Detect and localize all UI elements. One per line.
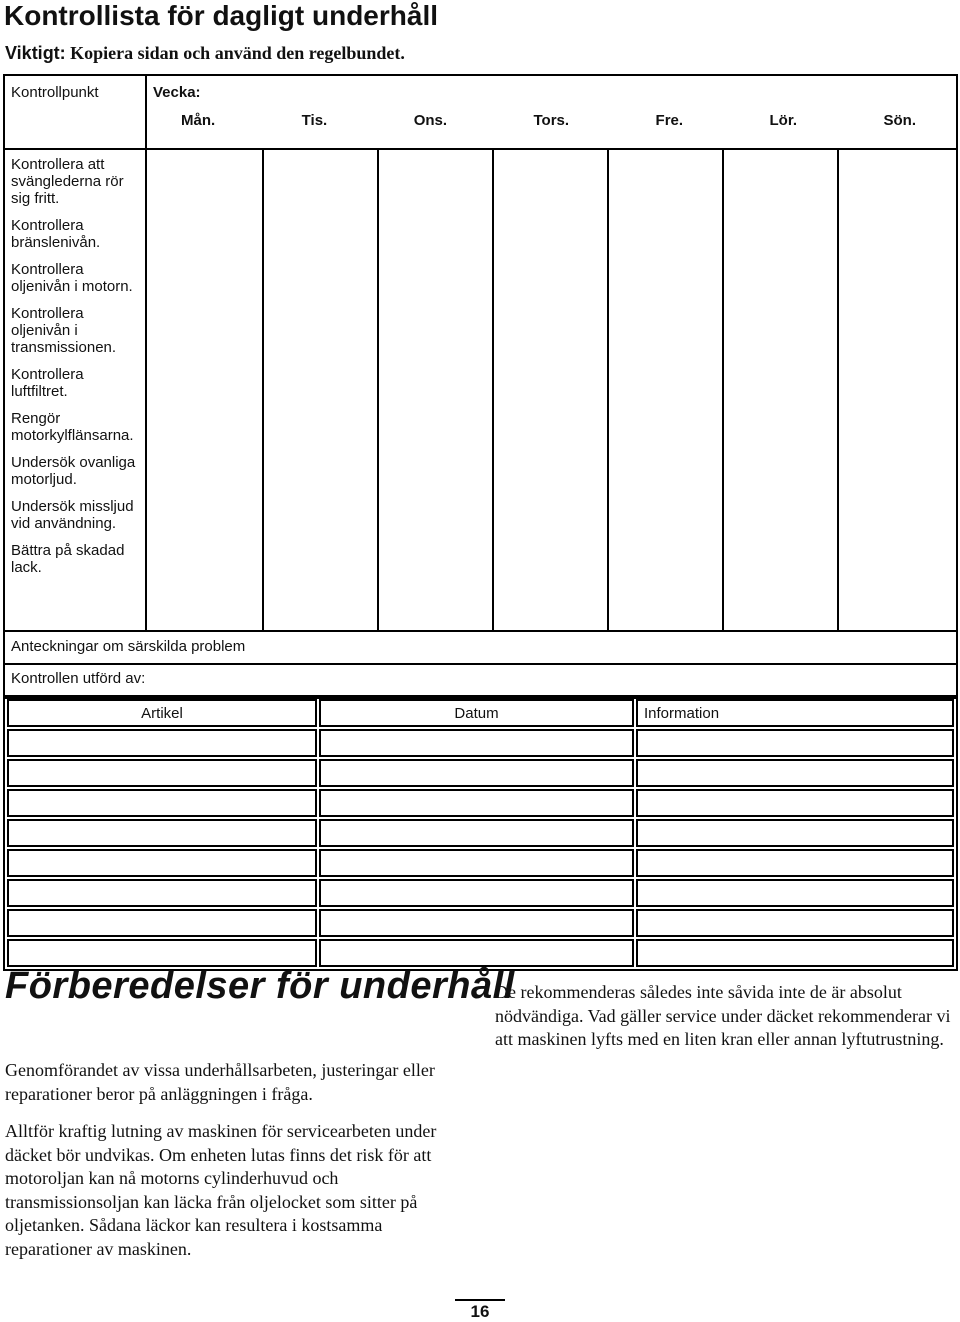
table-cell — [636, 939, 954, 967]
date-header: Datum — [319, 699, 634, 727]
grid-divider — [722, 150, 724, 630]
table-cell — [636, 909, 954, 937]
day-thu: Tors. — [533, 112, 570, 129]
checkpoint-header: Kontrollpunkt — [4, 75, 146, 149]
table-cell — [636, 789, 954, 817]
table-cell — [636, 819, 954, 847]
day-tue: Tis. — [301, 112, 328, 129]
important-text: Kopiera sidan och använd den regelbundet. — [70, 43, 405, 63]
daily-checklist-table — [3, 74, 958, 699]
table-cell — [7, 819, 317, 847]
checkpoint-item: Kontrollera bränslenivån. — [11, 217, 101, 251]
grid-divider — [837, 150, 839, 630]
table-cell — [319, 759, 634, 787]
done-by-label: Kontrollen utförd av: — [4, 664, 957, 698]
week-header — [146, 75, 957, 149]
table-cell — [319, 819, 634, 847]
checkpoint-item: Kontrollera luftfiltret. — [11, 366, 84, 400]
paragraph: Alltför kraftig lutning av maskinen för servicearbeten under däcket bör undvikas. Om enheten lutas finns det risk för att motoroljan kan nå motorns cylinderhuvud och transmissionsoljan kan läcka från oljelocket som sitter på oljetanken. Sådana läckor kan resultera i kostsamma reparationer av maskinen. — [5, 1121, 437, 1259]
checkpoint-item: Undersök missljud vid användning. — [11, 498, 134, 532]
information-header: Information — [636, 699, 954, 727]
grid-divider — [262, 150, 264, 630]
paragraph: Genomförandet av vissa underhållsarbeten, justeringar eller reparationer beror på anläggningen i fråga. — [5, 1060, 435, 1104]
weekday-headers — [147, 76, 956, 129]
article-info-table — [3, 695, 958, 971]
table-cell — [636, 729, 954, 757]
table-cell — [7, 879, 317, 907]
day-check-grid — [146, 149, 957, 631]
table-cell — [319, 849, 634, 877]
checkpoint-item: Bättra på skadad lack. — [11, 542, 125, 576]
week-label: Vecka: — [153, 84, 201, 101]
checkpoint-list — [4, 149, 146, 631]
checkpoint-item: Rengör motorkylflänsarna. — [11, 410, 134, 444]
grid-divider — [492, 150, 494, 630]
table-cell — [636, 849, 954, 877]
grid-divider — [607, 150, 609, 630]
checkpoint-item: Kontrollera att svänglederna rör sig fritt. — [11, 156, 124, 207]
table-cell — [319, 939, 634, 967]
notes-label: Anteckningar om särskilda problem — [4, 631, 957, 664]
day-fri: Fre. — [655, 112, 684, 129]
table-cell — [7, 729, 317, 757]
table-cell — [7, 939, 317, 967]
section-title: Förberedelser för underhåll — [5, 965, 515, 1007]
grid-divider — [377, 150, 379, 630]
day-mon: Mån. — [181, 112, 216, 129]
table-cell — [7, 789, 317, 817]
table-cell — [319, 879, 634, 907]
table-cell — [7, 759, 317, 787]
page-title: Kontrollista för dagligt underhåll — [4, 0, 438, 31]
day-wed: Ons. — [413, 112, 448, 129]
table-cell — [7, 849, 317, 877]
checkpoint-item: Kontrollera oljenivån i transmissionen. — [11, 305, 117, 356]
checkpoint-item: Undersök ovanliga motorljud. — [11, 454, 136, 488]
day-sat: Lör. — [769, 112, 798, 129]
checkpoint-item: Kontrollera oljenivån i motorn. — [11, 261, 133, 295]
table-cell — [319, 909, 634, 937]
important-label: Viktigt: — [5, 43, 66, 63]
table-cell — [636, 759, 954, 787]
table-cell — [636, 879, 954, 907]
page-number-rule — [455, 1299, 505, 1301]
page-number: 16 — [470, 1302, 490, 1321]
paragraph: De rekommenderas således inte såvida inte de är absolut nödvändiga. Vad gäller service under däcket rekommenderar vi att maskinen lyfts med en liten kran eller annan lyftutrustning. — [495, 982, 951, 1049]
article-header: Artikel — [7, 699, 317, 727]
table-cell — [7, 909, 317, 937]
table-cell — [319, 789, 634, 817]
day-sun: Sön. — [883, 112, 916, 129]
important-note — [5, 42, 405, 64]
table-cell — [319, 729, 634, 757]
